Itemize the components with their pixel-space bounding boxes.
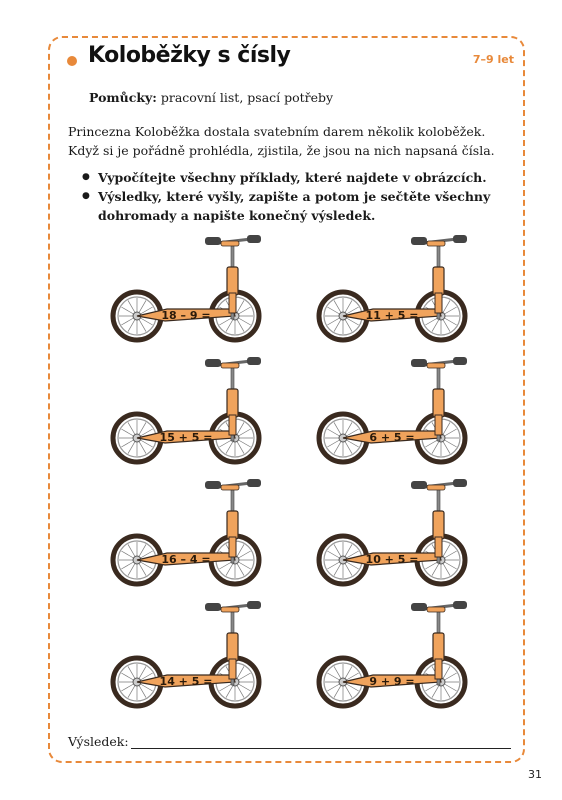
tools-line (89, 90, 333, 105)
page-title: Koloběžky s čísly (88, 43, 291, 68)
task-item: ● Vypočítejte všechny příklady, které najdete v obrázcích. (82, 168, 512, 187)
scooter-illustration (105, 599, 270, 709)
scooter-illustration (105, 233, 270, 343)
scooter-1 (105, 233, 270, 343)
scooter-expression: 9 + 9 = (369, 675, 415, 688)
scooter-expression: 16 – 4 = (161, 553, 211, 566)
intro-text (68, 122, 508, 160)
task-item: ● Výsledky, které vyšly, zapište a potom je sečtěte všechny dohromady a napište konečný výsledek. (82, 187, 512, 225)
scooter-5 (105, 477, 270, 587)
scooter-illustration (105, 355, 270, 465)
result-answer-line[interactable] (131, 748, 511, 749)
tools-label: Pomůcky: (89, 90, 157, 105)
scooter-expression: 18 – 9 = (161, 309, 211, 322)
scooter-illustration (311, 477, 476, 587)
scooter-7 (105, 599, 270, 709)
scooter-expression: 14 + 5 = (159, 675, 213, 688)
scooter-6 (311, 477, 476, 587)
scooter-2 (311, 233, 476, 343)
page-number: 31 (528, 768, 542, 781)
intro-line-1: Princezna Koloběžka dostala svatebním darem několik koloběžek. (68, 124, 486, 139)
scooter-3 (105, 355, 270, 465)
scooter-expression: 11 + 5 = (365, 309, 419, 322)
scooter-illustration (105, 477, 270, 587)
title-bullet (67, 56, 77, 66)
scooter-illustration (311, 233, 476, 343)
intro-line-2: Když si je pořádně prohlédla, zjistila, že jsou na nich napsaná čísla. (68, 143, 495, 158)
tools-text: pracovní list, psací potřeby (160, 90, 334, 105)
scooter-8 (311, 599, 476, 709)
age-range: 7–9 let (472, 53, 514, 66)
scooter-expression: 10 + 5 = (365, 553, 419, 566)
task-list (82, 168, 512, 225)
scooter-expression: 6 + 5 = (369, 431, 415, 444)
scooter-4 (311, 355, 476, 465)
scooter-expression: 15 + 5 = (159, 431, 213, 444)
result-label: Výsledek: (68, 734, 129, 749)
scooter-illustration (311, 599, 476, 709)
scooter-illustration (311, 355, 476, 465)
